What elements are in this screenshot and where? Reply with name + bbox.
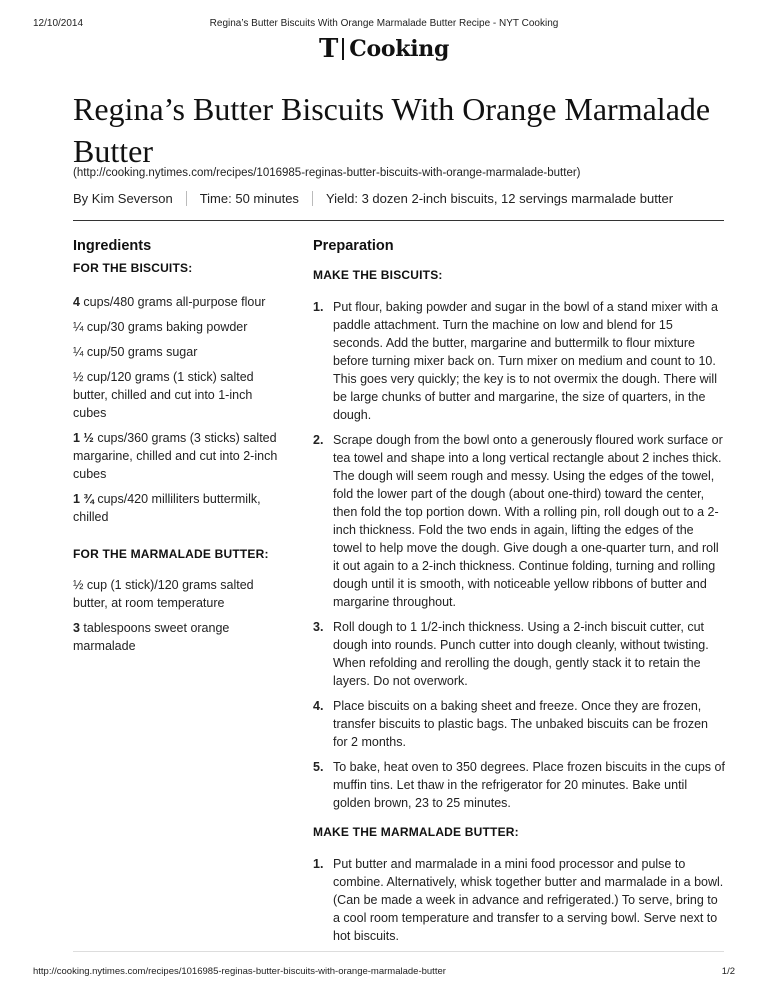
print-footer-url[interactable]: http://cooking.nytimes.com/recipes/1016985-reginas-butter-biscuits-with-orange-marmalade-butter [33, 966, 446, 977]
ingredient-item: 1 ½ cups/360 grams (3 sticks) salted margarine, chilled and cut into 2-inch cubes [73, 431, 278, 481]
header-divider [73, 220, 724, 221]
ingredients-list-biscuits [73, 293, 288, 526]
ingredient-item: ¼ cup/50 grams sugar [73, 345, 198, 359]
ingredients-list-marmalade [73, 576, 288, 655]
ingredient-item: ½ cup (1 stick)/120 grams salted butter, at room temperature [73, 578, 254, 610]
byline-divider [186, 191, 187, 206]
recipe-title: Regina’s Butter Biscuits With Orange Marmalade Butter [73, 91, 711, 169]
byline-yield: Yield: 3 dozen 2-inch biscuits, 12 servings marmalade butter [325, 191, 674, 206]
nyt-cooking-logo[interactable] [0, 36, 768, 68]
step-item: 1. Put flour, baking powder and sugar in the bowl of a stand mixer with a paddle attachment. Turn the machine on low and blend for 15 seconds. Add the butter, margarine and buttermilk to flour mixture before turning mixer back on. Turn mixer on medium and count to 10. This goes very quickly; the key is to not overmix the dough. There will be large chunks of butter and margarine, the size of quarters, in the dough. [313, 300, 718, 422]
recipe-byline [73, 191, 673, 206]
step-item: 4. Place biscuits on a baking sheet and freeze. Once they are frozen, transfer biscuits to plastic bags. The unbaked biscuits can be frozen for 2 months. [313, 699, 708, 749]
print-date: 12/10/2014 [33, 18, 84, 29]
preparation-section-heading: MAKE THE BISCUITS: [313, 268, 443, 282]
ingredient-item: ½ cup/120 grams (1 stick) salted butter, chilled and cut into 1-inch cubes [73, 370, 254, 420]
logo-wordmark: Cooking [349, 36, 450, 62]
step-item: 2. Scrape dough from the bowl onto a generously floured work surface or tea towel and shape into a long vertical rectangle about 2 inches thick. The dough will seem rough and messy. Using the edges of the towel, fold the lower part of the dough (about one-third) toward the center, then fold the top portion down. With a rolling pin, roll dough out to a 2-inch thickness. Fold the two ends in again, lifting the edges of the towel to help move the dough. Give dough a one-quarter turn, and roll it out again to a 2-inch thickness. Continue folding, turning and rolling dough until it is smooth, with noticeable yellow ribbons of butter and margarine throughout. [313, 433, 723, 609]
print-page-number: 1/2 [721, 966, 735, 977]
ingredient-item: 4 cups/480 grams all-purpose flour [73, 295, 266, 309]
logo-divider [342, 38, 344, 60]
ingredients-group-heading: FOR THE MARMALADE BUTTER: [73, 547, 269, 561]
footer-divider [73, 951, 724, 952]
ingredient-item: 3 tablespoons sweet orange marmalade [73, 621, 230, 653]
ingredients-group-heading: FOR THE BISCUITS: [73, 261, 193, 275]
ingredients-column [73, 236, 288, 662]
ingredient-item: 1 ¾ cups/420 milliliters buttermilk, chilled [73, 492, 261, 524]
byline-author: By Kim Severson [73, 191, 173, 206]
step-item: 3. Roll dough to 1 1/2-inch thickness. Using a 2-inch biscuit cutter, cut dough into rounds. Punch cutter into dough cleanly, without twisting. When refolding and rerolling the dough, gently stack it to retain the layers. Do not overwork. [313, 620, 709, 688]
step-item: 1. Put butter and marmalade in a mini food processor and pulse to combine. Alternatively, whisk together butter and marmalade in a bowl. (Can be made a week in advance and refrigerated.) To serve, bring to a cool room temperature and transfer to a serving bowl. Serve next to hot biscuits. [313, 857, 724, 943]
preparation-section-heading: MAKE THE MARMALADE BUTTER: [313, 825, 519, 839]
recipe-url: (http://cooking.nytimes.com/recipes/1016985-reginas-butter-biscuits-with-orange-marmalade-butter) [73, 167, 581, 179]
steps-list-biscuits [313, 298, 726, 812]
preparation-heading: Preparation [313, 238, 394, 254]
ingredients-heading: Ingredients [73, 238, 152, 254]
preparation-column [313, 236, 726, 952]
byline-divider [312, 191, 313, 206]
steps-list-marmalade [313, 855, 726, 945]
nyt-t-logo-icon: T [318, 34, 339, 64]
byline-time: Time: 50 minutes [199, 191, 299, 206]
ingredient-item: ¼ cup/30 grams baking powder [73, 320, 248, 334]
print-page-title: Regina’s Butter Biscuits With Orange Marmalade Butter Recipe - NYT Cooking [209, 18, 559, 29]
step-item: 5. To bake, heat oven to 350 degrees. Place frozen biscuits in the cups of muffin tins. Let thaw in the refrigerator for 20 minutes. Bake until golden brown, 23 to 25 minutes. [313, 760, 725, 810]
